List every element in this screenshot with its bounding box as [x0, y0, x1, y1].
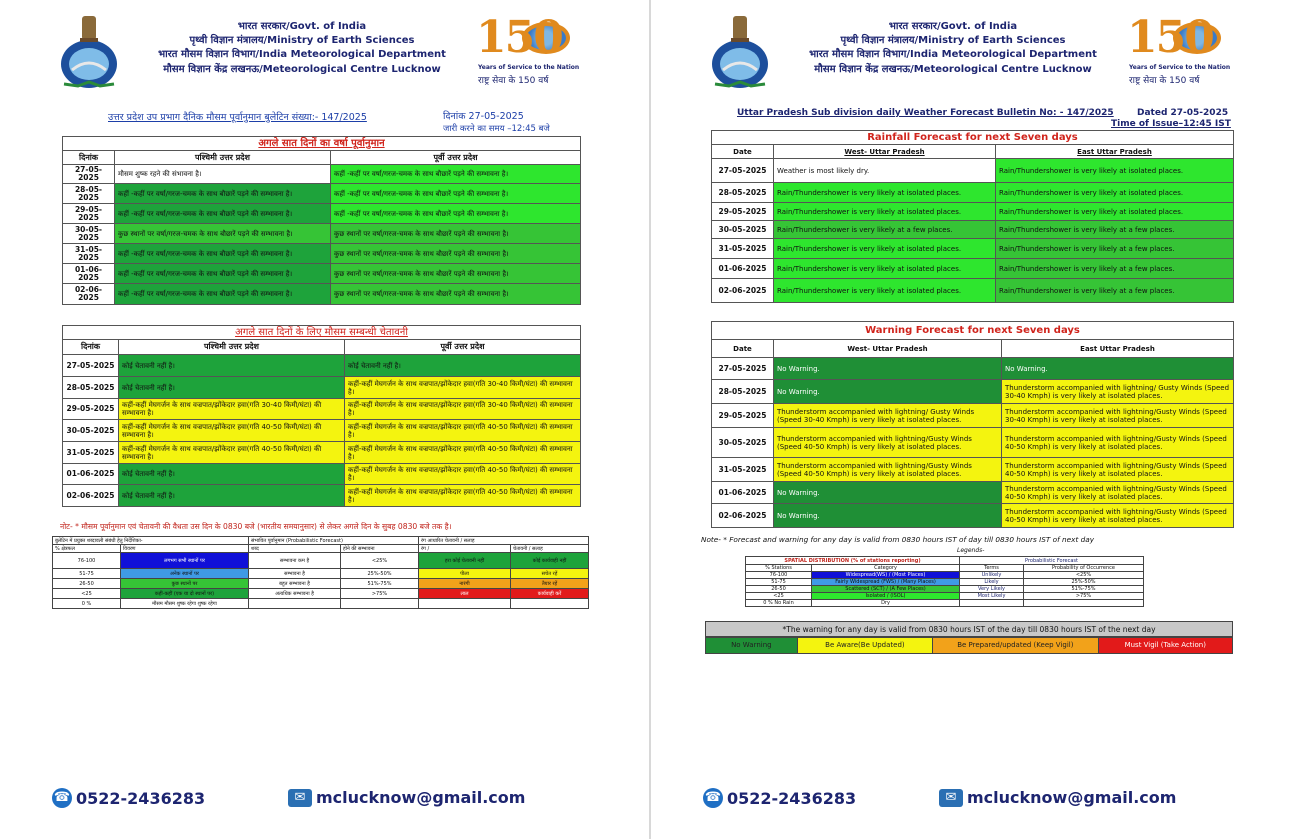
- logo-tag-hindi: राष्ट्र सेवा के 150 वर्ष: [1129, 76, 1200, 86]
- page-header: [0, 6, 649, 92]
- legend-head-spatial: SPATIAL DISTRIBUTION (% of stations reporting): [746, 557, 960, 565]
- org-line-ministry: पृथ्वी विज्ञान मंत्रालय/Ministry of Earth Sciences: [189, 35, 415, 47]
- table-row: [712, 259, 1234, 279]
- table-row: [712, 203, 1234, 221]
- legend-head-prob: Probabilistic Forecast: [960, 557, 1144, 565]
- east-forecast-cell: Rain/Thundershower is very likely at a few places.: [996, 279, 1234, 303]
- logo-150-years: [1125, 12, 1235, 86]
- legend-advice: [511, 599, 589, 609]
- code-orange: Be Prepared/updated (Keep Vigil): [933, 638, 1098, 653]
- west-forecast-cell: Thunderstorm accompanied with lightning/Gusty Winds (Speed 40-50 Kmph) is very likely at isolated places.: [774, 428, 1002, 458]
- bulletin-title: Uttar Pradesh Sub division daily Weather Forecast Bulletin No: - 147/2025: [737, 108, 1114, 118]
- legend-row: [53, 553, 589, 569]
- legend-pct: 76-100: [53, 553, 121, 569]
- east-forecast-cell: Rain/Thundershower is very likely at a few places.: [996, 239, 1234, 259]
- west-forecast-cell: कहीं-कहीं मेघगर्जन के साथ वज्रपात/झोंकेदार हवा(गति 30-40 किमी/घंटा) की सम्भावना है।: [119, 399, 345, 420]
- row-date: 30-05-2025: [63, 420, 119, 442]
- row-date: 31-05-2025: [63, 244, 115, 264]
- english-bulletin-page: [651, 0, 1300, 839]
- table-row: [63, 355, 581, 377]
- row-date: 01-06-2025: [712, 482, 774, 504]
- legend-pct: 51-75: [53, 569, 121, 579]
- col-west: पश्चिमी उत्तर प्रदेश: [115, 151, 331, 165]
- row-date: 29-05-2025: [63, 204, 115, 224]
- row-date: 02-06-2025: [63, 485, 119, 507]
- legend-cat: Scattered (SCT) / (A Few Places): [812, 586, 960, 593]
- table-row: [712, 458, 1234, 482]
- legend-advice: कार्यवाही करें: [511, 589, 589, 599]
- legend-term: [960, 600, 1024, 607]
- west-forecast-cell: कहीं-कहीं मेघगर्जन के साथ वज्रपात/झोंकेदार हवा(गति 40-50 किमी/घंटा) की सम्भावना है।: [119, 442, 345, 464]
- table-row: [712, 380, 1234, 404]
- east-forecast-cell: कुछ स्थानों पर वर्षा/गरज-चमक के साथ बौछारें पड़ने की सम्भावना है।: [331, 224, 581, 244]
- east-forecast-cell: कहीं-कहीं मेघगर्जन के साथ वज्रपात/झोंकेदार हवा(गति 40-50 किमी/घंटा) की सम्भावना है।: [345, 485, 581, 507]
- org-title: [788, 20, 1118, 77]
- east-forecast-cell: कोई चेतावनी नहीं है।: [345, 355, 581, 377]
- west-forecast-cell: Rain/Thundershower is very likely at isolated places.: [774, 183, 996, 203]
- warning-table-caption: Warning Forecast for next Seven days: [712, 322, 1234, 340]
- legend-pct: 0 %: [53, 599, 121, 609]
- legend-pct: 26-50: [53, 579, 121, 589]
- email-icon: ✉: [288, 789, 312, 807]
- org-line-ministry: पृथ्वी विज्ञान मंत्रालय/Ministry of Earth Sciences: [840, 35, 1066, 47]
- row-date: 27-05-2025: [63, 355, 119, 377]
- email-icon: ✉: [939, 789, 963, 807]
- legend-pct: 51-75: [746, 579, 812, 586]
- email-contact[interactable]: [288, 788, 525, 807]
- legend-desc: कुछ स्थानों पर: [121, 579, 249, 589]
- legend-color: लाल: [419, 589, 511, 599]
- west-forecast-cell: Rain/Thundershower is very likely at isolated places.: [774, 239, 996, 259]
- legend-row: [53, 579, 589, 589]
- table-row: [63, 184, 581, 204]
- phone-number: 0522-2436283: [76, 788, 206, 808]
- east-forecast-cell: Rain/Thundershower is very likely at a few places.: [996, 221, 1234, 239]
- legend-subheader: होने की सम्भावना: [341, 545, 419, 553]
- code-red: Must Vigil (Take Action): [1099, 638, 1232, 653]
- legend-row: [53, 569, 589, 579]
- row-date: 31-05-2025: [712, 458, 774, 482]
- east-forecast-cell: कहीं -कहीं पर वर्षा/गरज-चमक के साथ बौछारें पड़ने की सम्भावना है।: [331, 165, 581, 184]
- legend-subheader: % Stations: [746, 565, 812, 572]
- table-row: [63, 399, 581, 420]
- west-forecast-cell: Rain/Thundershower is very likely at isolated places.: [774, 203, 996, 221]
- phone-contact[interactable]: [52, 788, 205, 808]
- logo-number: 150: [476, 12, 562, 63]
- validity-note: नोट- * मौसम पूर्वानुमान एवं चेतावनी की वैधता उस दिन के 0830 बजे (भारतीय समयानुसार) से लेकर अगले दिन के सुबह 0830 बजे तक है।: [60, 522, 452, 531]
- org-line-govt: भारत सरकार/Govt. of India: [237, 21, 367, 32]
- row-date: 28-05-2025: [63, 377, 119, 399]
- east-forecast-cell: Rain/Thundershower is very likely at a few places.: [996, 259, 1234, 279]
- table-row: [712, 358, 1234, 380]
- east-forecast-cell: Thunderstorm accompanied with lightning/Gusty Winds (Speed 40-50 Kmph) is very likely at isolated places.: [1002, 458, 1234, 482]
- legend-subheader: रंग /: [419, 545, 511, 553]
- legend-prob: <25%: [341, 553, 419, 569]
- west-forecast-cell: Thunderstorm accompanied with lightning/ Gusty Winds (Speed 30-40 Kmph) is very likely at isolated places.: [774, 404, 1002, 428]
- legend-term: Most Likely: [960, 593, 1024, 600]
- legend-row: [746, 593, 1144, 600]
- issue-time: जारी करने का समय –12:45 बजे: [443, 124, 550, 134]
- legend-subheader: % क्षेत्रफल: [53, 545, 121, 553]
- warning-forecast-table: [711, 321, 1234, 528]
- west-forecast-cell: कहीं -कहीं पर वर्षा/गरज-चमक के साथ बौछारें पड़ने की सम्भावना है।: [115, 204, 331, 224]
- west-forecast-cell: No Warning.: [774, 482, 1002, 504]
- table-row: [63, 420, 581, 442]
- row-date: 01-06-2025: [63, 464, 119, 485]
- row-date: 29-05-2025: [63, 399, 119, 420]
- west-forecast-cell: Thunderstorm accompanied with lightning/Gusty Winds (Speed 40-50 Kmph) is very likely at isolated places.: [774, 458, 1002, 482]
- west-forecast-cell: कोई चेतावनी नहीं है।: [119, 355, 345, 377]
- legend-prob: 51%-75%: [341, 579, 419, 589]
- west-forecast-cell: Rain/Thundershower is very likely at a few places.: [774, 221, 996, 239]
- west-forecast-cell: No Warning.: [774, 504, 1002, 528]
- table-row: [712, 428, 1234, 458]
- row-date: 28-05-2025: [712, 380, 774, 404]
- legend-desc: लगभग सभी स्थानों पर: [121, 553, 249, 569]
- table-row: [63, 224, 581, 244]
- legend-cat: Dry: [812, 600, 960, 607]
- legend-term: Likely: [960, 579, 1024, 586]
- legend-pct: 76-100: [746, 572, 812, 579]
- org-line-imd: भारत मौसम विज्ञान विभाग/India Meteorological Department: [158, 49, 446, 61]
- east-forecast-cell: Thunderstorm accompanied with lightning/Gusty Winds (Speed 30-40 Kmph) is very likely at isolated places.: [1002, 404, 1234, 428]
- west-forecast-cell: कहीं -कहीं पर वर्षा/गरज-चमक के साथ बौछारें पड़ने की सम्भावना है।: [115, 264, 331, 284]
- legend-subheader: शब्द: [249, 545, 341, 553]
- legend-subheader: Probability of Occurrence: [1024, 565, 1144, 572]
- logo-number: 150: [1127, 12, 1213, 63]
- legend-word: बहुत सम्भावना है: [249, 579, 341, 589]
- legend-pct: 0 % No Rain: [746, 600, 812, 607]
- table-row: [63, 264, 581, 284]
- imd-emblem-icon: [58, 12, 120, 92]
- bulletin-title: उत्तर प्रदेश उप प्रभाग दैनिक मौसम पूर्वानुमान बुलेटिन संख्या:- 147/2025: [108, 112, 367, 123]
- legend-pct: <25: [53, 589, 121, 599]
- east-forecast-cell: Rain/Thundershower is very likely at isolated places.: [996, 203, 1234, 221]
- warning-table-caption: अगले सात दिनों के लिए मौसम सम्बन्धी चेतावनी: [63, 326, 581, 340]
- legend-advice: कोई कार्यवाही नहीं: [511, 553, 589, 569]
- legend-table: [745, 556, 1144, 607]
- col-east: पूर्वी उत्तर प्रदेश: [331, 151, 581, 165]
- legend-prob: <25%: [1024, 572, 1144, 579]
- col-east: East Uttar Pradesh: [1002, 340, 1234, 358]
- table-row: [63, 485, 581, 507]
- email-contact[interactable]: [939, 788, 1176, 807]
- imd-emblem-icon: [709, 12, 771, 92]
- row-date: 31-05-2025: [63, 442, 119, 464]
- legend-head-color: रंग आधारित चेतावनी / सलाह: [419, 537, 589, 545]
- legend-row: [746, 600, 1144, 607]
- row-date: 29-05-2025: [712, 203, 774, 221]
- west-forecast-cell: कोई चेतावनी नहीं है।: [119, 485, 345, 507]
- table-row: [63, 442, 581, 464]
- issue-time: Time of Issue–12:45 IST: [1111, 119, 1231, 129]
- legend-color: [419, 599, 511, 609]
- phone-icon: ☎: [52, 788, 72, 808]
- row-date: 27-05-2025: [712, 358, 774, 380]
- table-row: [63, 377, 581, 399]
- table-row: [63, 165, 581, 184]
- rain-forecast-table: [711, 130, 1234, 303]
- west-forecast-cell: No Warning.: [774, 358, 1002, 380]
- east-forecast-cell: Thunderstorm accompanied with lightning/Gusty Winds (Speed 40-50 Kmph) is very likely at isolated places.: [1002, 428, 1234, 458]
- table-row: [712, 159, 1234, 183]
- logo-tag-hindi: राष्ट्र सेवा के 150 वर्ष: [478, 76, 549, 86]
- legend-word: [249, 599, 341, 609]
- east-forecast-cell: कहीं-कहीं मेघगर्जन के साथ वज्रपात/झोंकेदार हवा(गति 40-50 किमी/घंटा) की सम्भावना है।: [345, 442, 581, 464]
- east-forecast-cell: कहीं -कहीं पर वर्षा/गरज-चमक के साथ बौछारें पड़ने की सम्भावना है।: [331, 184, 581, 204]
- row-date: 01-06-2025: [63, 264, 115, 284]
- legend-cat: Widespread(WS) / (Most Places): [812, 572, 960, 579]
- col-date: दिनांक: [63, 340, 119, 355]
- email-address: mclucknow@gmail.com: [316, 788, 526, 807]
- table-row: [712, 482, 1234, 504]
- east-forecast-cell: कहीं-कहीं मेघगर्जन के साथ वज्रपात/झोंकेदार हवा(गति 40-50 किमी/घंटा) की सम्भावना है।: [345, 464, 581, 485]
- west-forecast-cell: कोई चेतावनी नहीं है।: [119, 464, 345, 485]
- legend-color: पीला: [419, 569, 511, 579]
- row-date: 30-05-2025: [712, 221, 774, 239]
- legend-prob: >75%: [341, 589, 419, 599]
- legend-pct: <25: [746, 593, 812, 600]
- col-date: Date: [712, 340, 774, 358]
- legend-pct: 26-50: [746, 586, 812, 593]
- east-forecast-cell: Rain/Thundershower is very likely at isolated places.: [996, 183, 1234, 203]
- phone-number: 0522-2436283: [727, 788, 857, 808]
- west-forecast-cell: कहीं -कहीं पर वर्षा/गरज-चमक के साथ बौछारें पड़ने की सम्भावना है।: [115, 184, 331, 204]
- legend-color: हरा कोई चेतावनी नहीं: [419, 553, 511, 569]
- col-west: West- Uttar Pradesh: [774, 145, 996, 159]
- east-forecast-cell: Rain/Thundershower is very likely at isolated places.: [996, 159, 1234, 183]
- legend-desc: अनेक स्थानों पर: [121, 569, 249, 579]
- table-row: [63, 244, 581, 264]
- legend-row: [53, 589, 589, 599]
- east-forecast-cell: No Warning.: [1002, 358, 1234, 380]
- table-row: [63, 284, 581, 305]
- west-forecast-cell: Rain/Thundershower is very likely at isolated places.: [774, 279, 996, 303]
- row-date: 29-05-2025: [712, 404, 774, 428]
- east-forecast-cell: कुछ स्थानों पर वर्षा/गरज-चमक के साथ बौछारें पड़ने की सम्भावना है।: [331, 244, 581, 264]
- legend-head-glossary: बुलेटिन में प्रयुक्त शब्दावली संबंधी हेतु निर्देशिका-: [53, 537, 249, 545]
- validity-note: Note- * Forecast and warning for any day is valid from 0830 hours IST of day till 0830 hours IST of next day: [701, 535, 1095, 544]
- legend-row: [746, 586, 1144, 593]
- legend-prob: 51%-75%: [1024, 586, 1144, 593]
- org-line-centre: मौसम विज्ञान केंद्र लखनऊ/Meteorological Centre Lucknow: [163, 63, 441, 75]
- logo-tag: Years of Service to the Nation: [1129, 64, 1231, 71]
- row-date: 27-05-2025: [63, 165, 115, 184]
- table-row: [63, 464, 581, 485]
- legend-cat: Fairly Widespread (FWS) / (Many Places): [812, 579, 960, 586]
- table-row: [712, 239, 1234, 259]
- warning-validity-banner: *The warning for any day is valid from 0830 hours IST of the day till 0830 hours IST of the next day: [705, 621, 1233, 637]
- org-line-imd: भारत मौसम विज्ञान विभाग/India Meteorological Department: [809, 49, 1097, 61]
- row-date: 28-05-2025: [712, 183, 774, 203]
- table-row: [712, 504, 1234, 528]
- row-date: 02-06-2025: [712, 279, 774, 303]
- legend-prob: [1024, 600, 1144, 607]
- page-header: [651, 6, 1300, 92]
- west-forecast-cell: Weather is most likely dry.: [774, 159, 996, 183]
- table-row: [712, 279, 1234, 303]
- west-forecast-cell: कहीं -कहीं पर वर्षा/गरज-चमक के साथ बौछारें पड़ने की सम्भावना है।: [115, 244, 331, 264]
- west-forecast-cell: कहीं-कहीं मेघगर्जन के साथ वज्रपात/झोंकेदार हवा(गति 40-50 किमी/घंटा) की सम्भावना है।: [119, 420, 345, 442]
- legend-advice: तैयार रहें: [511, 579, 589, 589]
- col-date: Date: [712, 145, 774, 159]
- phone-contact[interactable]: [703, 788, 856, 808]
- legend-row: [746, 572, 1144, 579]
- east-forecast-cell: Thunderstorm accompanied with lightning/ Gusty Winds (Speed 30-40 Kmph) is very likely at isolated places.: [1002, 380, 1234, 404]
- row-date: 30-05-2025: [712, 428, 774, 458]
- legend-row: [746, 579, 1144, 586]
- legends-title: Legends-: [957, 547, 985, 554]
- table-row: [63, 204, 581, 224]
- warning-forecast-table: [62, 325, 581, 507]
- legend-table: [52, 536, 589, 609]
- legend-desc: मौसम मौसम शुष्क रहेगा शुष्क रहेगा: [121, 599, 249, 609]
- table-row: [712, 183, 1234, 203]
- legend-color: नारंगी: [419, 579, 511, 589]
- east-forecast-cell: कहीं-कहीं मेघगर्जन के साथ वज्रपात/झोंकेदार हवा(गति 40-50 किमी/घंटा) की सम्भावना है।: [345, 420, 581, 442]
- row-date: 30-05-2025: [63, 224, 115, 244]
- legend-subheader: चेतावनी / सलाह: [511, 545, 589, 553]
- col-east: पूर्वी उत्तर प्रदेश: [345, 340, 581, 355]
- bulletin-date: Dated 27-05-2025: [1137, 108, 1229, 118]
- west-forecast-cell: No Warning.: [774, 380, 1002, 404]
- east-forecast-cell: Thunderstorm accompanied with lightning/Gusty Winds (Speed 40-50 Kmph) is very likely at isolated places.: [1002, 504, 1234, 528]
- legend-subheader: Category: [812, 565, 960, 572]
- east-forecast-cell: कहीं -कहीं पर वर्षा/गरज-चमक के साथ बौछारें पड़ने की सम्भावना है।: [331, 204, 581, 224]
- legend-term: Unlikely: [960, 572, 1024, 579]
- legend-prob: 25%-50%: [341, 569, 419, 579]
- col-west: पश्चिमी उत्तर प्रदेश: [119, 340, 345, 355]
- row-date: 27-05-2025: [712, 159, 774, 183]
- legend-subheader: Terms: [960, 565, 1024, 572]
- row-date: 02-06-2025: [63, 284, 115, 305]
- rain-forecast-table: [62, 136, 581, 305]
- legend-word: सम्भावना कम है: [249, 553, 341, 569]
- east-forecast-cell: कुछ स्थानों पर वर्षा/गरज-चमक के साथ बौछारें पड़ने की सम्भावना है।: [331, 264, 581, 284]
- legend-subheader: विवरण: [121, 545, 249, 553]
- west-forecast-cell: कहीं -कहीं पर वर्षा/गरज-चमक के साथ बौछारें पड़ने की सम्भावना है।: [115, 284, 331, 305]
- east-forecast-cell: कुछ स्थानों पर वर्षा/गरज-चमक के साथ बौछारें पड़ने की सम्भावना है।: [331, 284, 581, 305]
- col-date: दिनांक: [63, 151, 115, 165]
- table-row: [712, 404, 1234, 428]
- legend-cat: Isolated / (ISOL): [812, 593, 960, 600]
- row-date: 28-05-2025: [63, 184, 115, 204]
- legend-term: Very Likely: [960, 586, 1024, 593]
- east-forecast-cell: कहीं-कहीं मेघगर्जन के साथ वज्रपात/झोंकेदार हवा(गति 30-40 किमी/घंटा) की सम्भावना है।: [345, 399, 581, 420]
- legend-head-prob: संभावित पूर्वानुमान (Probabilistic Forecast): [249, 537, 419, 545]
- org-line-govt: भारत सरकार/Govt. of India: [888, 21, 1018, 32]
- legend-word: सम्भावना है: [249, 569, 341, 579]
- legend-advice: सचेत रहें: [511, 569, 589, 579]
- legend-prob: 25%-50%: [1024, 579, 1144, 586]
- legend-prob: [341, 599, 419, 609]
- col-east: East Uttar Pradesh: [996, 145, 1234, 159]
- legend-prob: >75%: [1024, 593, 1144, 600]
- west-forecast-cell: Rain/Thundershower is very likely at isolated places.: [774, 259, 996, 279]
- row-date: 31-05-2025: [712, 239, 774, 259]
- col-west: West- Uttar Pradesh: [774, 340, 1002, 358]
- row-date: 02-06-2025: [712, 504, 774, 528]
- code-green: No Warning: [706, 638, 798, 653]
- org-line-centre: मौसम विज्ञान केंद्र लखनऊ/Meteorological Centre Lucknow: [814, 63, 1092, 75]
- email-address: mclucknow@gmail.com: [967, 788, 1177, 807]
- rain-table-caption: अगले सात दिनों का वर्षा पूर्वानुमान: [63, 137, 581, 151]
- legend-row: [53, 599, 589, 609]
- color-code-bar: [705, 637, 1233, 654]
- east-forecast-cell: Thunderstorm accompanied with lightning/Gusty Winds (Speed 40-50 Kmph) is very likely at isolated places.: [1002, 482, 1234, 504]
- logo-150-years: [474, 12, 584, 86]
- code-yellow: Be Aware(Be Updated): [798, 638, 933, 653]
- logo-tag: Years of Service to the Nation: [478, 64, 580, 71]
- bulletin-date: दिनांक 27-05-2025: [443, 111, 524, 122]
- hindi-bulletin-page: [0, 0, 649, 839]
- rain-table-caption: Rainfall Forecast for next Seven days: [712, 131, 1234, 145]
- east-forecast-cell: कहीं-कहीं मेघगर्जन के साथ वज्रपात/झोंकेदार हवा(गति 30-40 किमी/घंटा) की सम्भावना है।: [345, 377, 581, 399]
- legend-word: अत्यधिक सम्भावना है: [249, 589, 341, 599]
- phone-icon: ☎: [703, 788, 723, 808]
- legend-desc: कहीं-कहीं (एक या दो स्थानों पर): [121, 589, 249, 599]
- org-title: [137, 20, 467, 77]
- row-date: 01-06-2025: [712, 259, 774, 279]
- west-forecast-cell: कुछ स्थानों पर वर्षा/गरज-चमक के साथ बौछारें पड़ने की सम्भावना है।: [115, 224, 331, 244]
- west-forecast-cell: मौसम शुष्क रहने की संभावना है।: [115, 165, 331, 184]
- west-forecast-cell: कोई चेतावनी नहीं है।: [119, 377, 345, 399]
- table-row: [712, 221, 1234, 239]
